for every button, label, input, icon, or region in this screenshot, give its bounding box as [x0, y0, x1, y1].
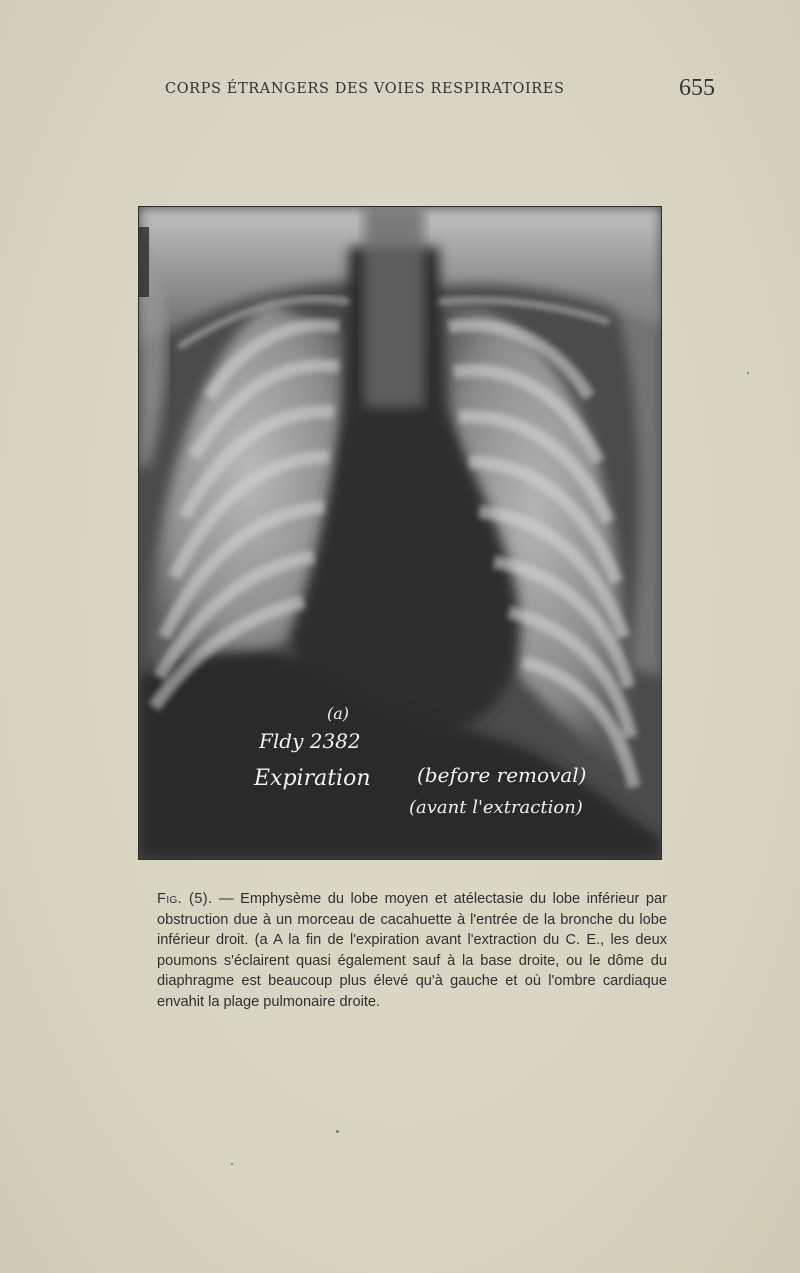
chest-xray-figure	[139, 207, 661, 859]
xray-image	[139, 207, 661, 859]
running-title: CORPS ÉTRANGERS DES VOIES RESPIRATOIRES	[165, 81, 565, 97]
caption-text: — Emphysème du lobe moyen et atélectasie du lobe inférieur par obstruction due à un morceau de cacahuette à l'entrée de la bronche du lobe inférieur droit. (a A la fin de l'expiration avant l'extraction du C. E., les deux poumons s'éclairent quasi également sauf à la base droite, ou le dôme du diaphragme est beaucoup plus élevé qu'à gauche et où l'ombre cardiaque envahit la plage pulmonaire droite.	[157, 891, 667, 1010]
page-number: 655	[679, 75, 715, 101]
paper-speck	[336, 1130, 339, 1133]
handwritten-label: (a)	[327, 704, 350, 723]
paper-speck	[231, 1163, 233, 1165]
running-head	[165, 75, 715, 102]
handwritten-line1: Expiration	[254, 766, 371, 791]
figure-caption	[157, 889, 667, 1012]
handwritten-id: Fldy 2382	[259, 729, 361, 753]
paper-speck	[747, 372, 749, 374]
handwritten-note-french: (avant l'extraction)	[409, 797, 583, 818]
figure-label: Fig. (5).	[157, 891, 213, 907]
handwritten-note-english: (before removal)	[417, 763, 587, 787]
